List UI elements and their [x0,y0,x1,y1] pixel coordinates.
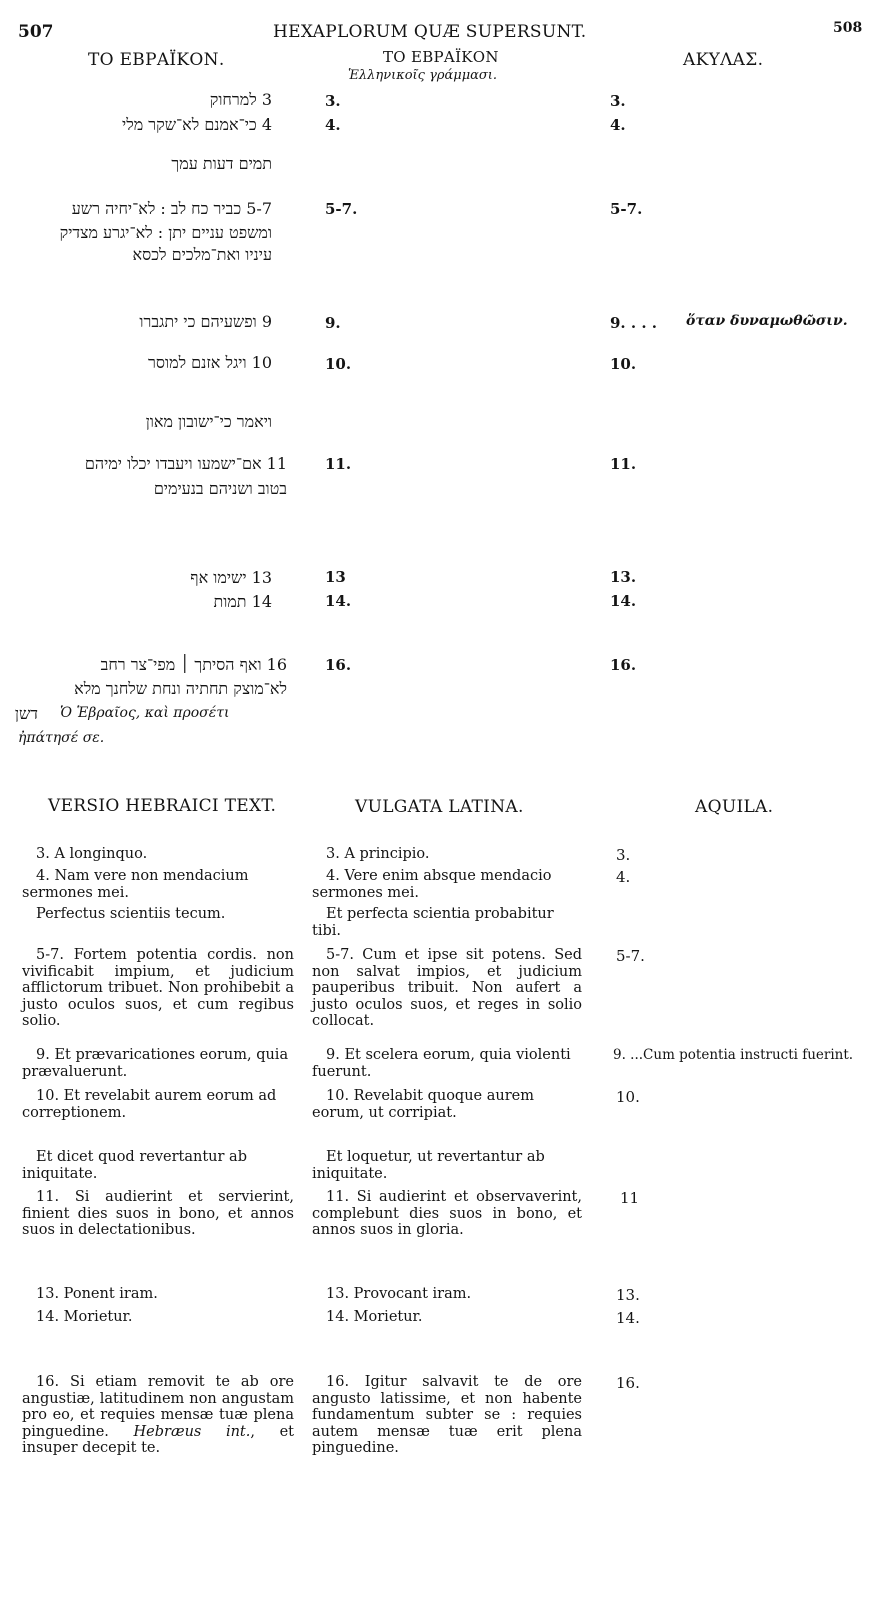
hebrew-line: 11 אם־ישמעו ויעבדו יכלו ימיהם [84,454,287,473]
col3-number: 3. [610,92,626,110]
col3-number: 4. [610,116,626,134]
col3-number: 9. . . . [610,314,657,332]
vulgate-paragraph: 5-7. Cum et ipse sit potens. Sed non salvat impios, et judicium pauperibus tribuit. Non aufert a justo oculos suos, et reges in solio collocat. [312,947,582,1029]
latin-paragraph: 13. Ponent iram. [36,1286,158,1302]
vulgate-paragraph: 9. Et scelera eorum, quia violenti fuerunt. [312,1047,571,1080]
col3-number: 5-7. [610,200,643,218]
latin-paragraph: 11. Si audierint et servierint, finient dies suos in bono, et annos suos in delectationibus. [22,1189,294,1238]
hebrew-line: בטוב ושניהם בנעימים [153,479,287,498]
vulgate-paragraph: 13. Provocant iram. [326,1286,472,1302]
hebraeus-label: Hebræus int. [133,1423,251,1440]
col3-number: 11. [610,455,637,473]
upper-col1-title: ΤΟ ΕΒΡΑΪΚΟΝ. [88,50,225,70]
vulgate-paragraph: 11. Si audierint et observaverint, complebunt dies suos in bono, et annos suos in gloria. [312,1189,582,1238]
greek-note: Ὁ Ἑβραῖος, καὶ προσέτι [60,705,230,721]
hebrew-line: דשן [14,704,38,723]
lower-col3-title: AQUILA. [695,797,774,817]
col3-number: 16. [610,656,637,674]
latin-paragraph-16 [22,1374,294,1457]
col2-number: 4. [325,116,341,134]
latin-paragraph: 10. Et revelabit aurem eorum ad correptionem. [22,1088,277,1121]
hebrew-line: ומשפט עניים יתן : לא־יגרע מצדיק [59,223,272,242]
aquila-line: 5-7. [616,947,645,965]
lower-col2-title: VULGATA LATINA. [355,797,524,817]
lower-col1-title: VERSIO HEBRAICI TEXT. [48,796,277,816]
upper-col3-title: ΑΚΥΛΑΣ. [683,50,764,70]
col2-number: 9. [325,314,341,332]
hebrew-line: 4 כי־אמנם לא־שקר מלי [122,115,272,134]
hebrew-line: תמים דעות עמך [171,154,272,173]
vulgate-paragraph: 16. Igitur salvavit te de ore angusto latissime, et non habente fundamentum subter se : requies autem mensæ tuæ erit plena pinguedine. [312,1374,582,1456]
col2-number: 5-7. [325,200,358,218]
col3-number: 13. [610,568,637,586]
hebrew-line: לא־מוצק תחתיה ונחת שלחנך מלא [74,679,287,698]
latin-text: 16. Si etiam removit te ab ore angustiæ, latitudinem non angustam pro eo, et requies mensæ tuæ plena pinguedine. [22,1374,294,1440]
vulgate-paragraph: Et perfecta scientia probabitur tibi. [312,906,554,939]
col3-number: 10. [610,355,637,373]
latin-text-tail: , et insuper decepit te. [22,1423,294,1456]
aquila-line: 11 [620,1189,640,1207]
latin-paragraph: 3. A longinquo. [36,846,148,862]
aquila-line: 16. [616,1374,640,1392]
hebrew-line: 13 ישימו אף [190,568,272,587]
upper-col2-subtitle: Ἑλληνικοῖς γράμμασι. [348,68,498,83]
latin-paragraph: 9. Et prævaricationes eorum, quia prævaluerunt. [22,1047,289,1080]
aquila-line: 10. [616,1088,640,1106]
latin-paragraph: Perfectus scientiis tecum. [36,906,226,922]
aquila-line: 3. [616,846,631,864]
col2-number: 3. [325,92,341,110]
running-title: HEXAPLORUM QUÆ SUPERSUNT. [273,22,587,42]
col3-number: 14. [610,592,637,610]
vulgate-paragraph: 14. Morietur. [326,1309,423,1325]
hebrew-line: 14 תמות [213,592,272,611]
hebrew-line: 16 ואף הסיתך ׀ מפי־צר רחב [100,655,287,674]
aquila-line: 14. [616,1309,640,1327]
col2-number: 13 [325,568,346,586]
col3-greek: ὅταν δυναμωθῶσιν. [686,313,848,329]
col2-number: 11. [325,455,352,473]
vulgate-paragraph: 4. Vere enim absque mendacio sermones mei. [312,868,552,901]
latin-paragraph: 14. Morietur. [36,1309,133,1325]
hebrew-line: עיניו ואת־מלכים לכסא [132,245,272,264]
vulgate-paragraph: 3. A principio. [326,846,430,862]
hebrew-line: 5-7 כביר כח לב : לא־יחיה רשע [71,199,272,218]
col2-number: 14. [325,592,352,610]
upper-col2-title: ΤΟ ΕΒΡΑΪΚΟΝ [383,48,499,66]
col2-number: 10. [325,355,352,373]
vulgate-paragraph: Et loquetur, ut revertantur ab iniquitate. [312,1149,545,1182]
page-number-left: 507 [18,22,54,42]
hebrew-line: ויאמר כי־ישובון מאון [145,412,272,431]
latin-paragraph: 5-7. Fortem potentia cordis. non vivificabit impium, et judicium afflictorum tribuet. Non prohibebit a justo oculos suos, et cum regibus solio. [22,947,294,1029]
hebrew-line: 3 למרחוק [209,90,272,109]
aquila-line: 4. [616,868,631,886]
hebrew-line: 10 ויגל אזנם למוסר [148,353,272,372]
greek-note: ἠπάτησέ σε. [18,730,105,746]
hebrew-line: 9 ופשעיהם כי יתגברו [139,312,272,331]
aquila-line: 9. ...Cum potentia instructi fuerint. [613,1047,854,1063]
latin-paragraph: 4. Nam vere non mendacium sermones mei. [22,868,249,901]
col2-number: 16. [325,656,352,674]
latin-paragraph: Et dicet quod revertantur ab iniquitate. [22,1149,247,1182]
vulgate-paragraph: 10. Revelabit quoque aurem eorum, ut corripiat. [312,1088,534,1121]
page-number-right: 508 [833,20,863,36]
aquila-line: 13. [616,1286,640,1304]
